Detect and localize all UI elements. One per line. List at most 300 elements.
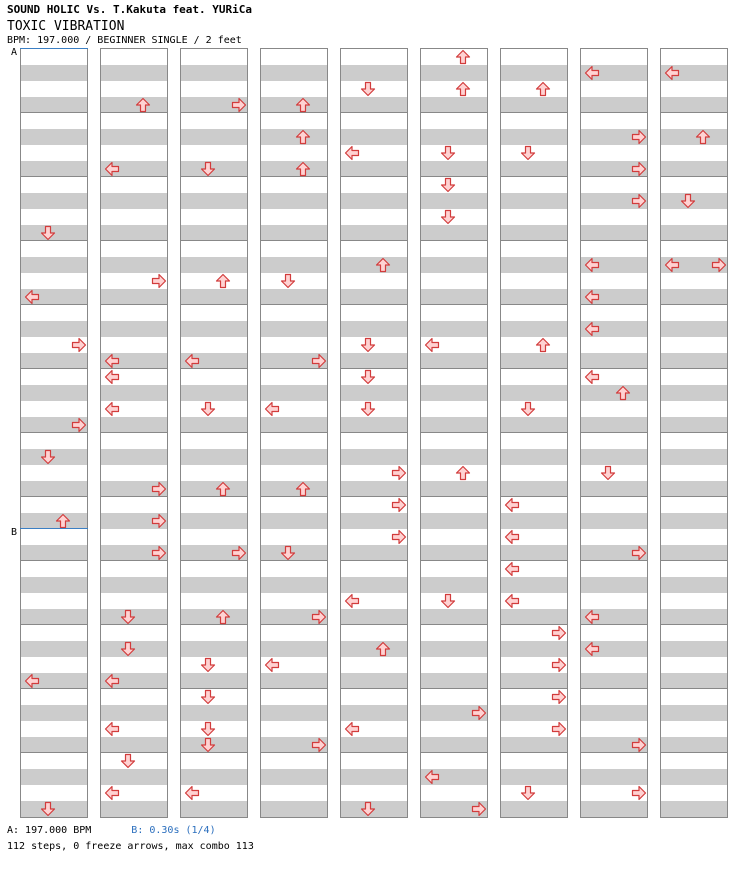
down-arrow-icon [680, 193, 696, 209]
left-arrow-icon [424, 337, 440, 353]
measure-divider [661, 304, 728, 305]
chart-column [420, 48, 488, 818]
row-stripe [101, 385, 168, 401]
row-stripe [261, 321, 328, 337]
row-stripe [181, 705, 248, 721]
measure-divider [661, 560, 728, 561]
left-arrow-icon [344, 145, 360, 161]
row-stripe [421, 129, 488, 145]
up-arrow-icon [215, 481, 231, 497]
row-stripe [21, 577, 88, 593]
measure-divider [261, 688, 328, 689]
row-stripe [501, 609, 568, 625]
row-stripe [261, 417, 328, 433]
row-stripe [341, 769, 408, 785]
up-arrow-icon [295, 97, 311, 113]
row-stripe [581, 801, 648, 817]
down-arrow-icon [200, 401, 216, 417]
row-stripe [261, 449, 328, 465]
row-stripe [661, 609, 728, 625]
row-stripe [181, 225, 248, 241]
row-stripe [341, 65, 408, 81]
row-stripe [501, 545, 568, 561]
up-arrow-icon [215, 273, 231, 289]
row-stripe [661, 577, 728, 593]
row-stripe [101, 417, 168, 433]
row-stripe [421, 225, 488, 241]
chart-column [260, 48, 328, 818]
row-stripe [501, 65, 568, 81]
chart-column [100, 48, 168, 818]
measure-divider [661, 368, 728, 369]
row-stripe [261, 257, 328, 273]
section-marker-line [20, 528, 88, 529]
row-stripe [501, 577, 568, 593]
row-stripe [21, 705, 88, 721]
row-stripe [661, 481, 728, 497]
row-stripe [181, 673, 248, 689]
measure-divider [261, 432, 328, 433]
left-arrow-icon [104, 673, 120, 689]
measure-divider [21, 112, 88, 113]
row-stripe [341, 673, 408, 689]
up-arrow-icon [375, 641, 391, 657]
measure-divider [341, 432, 408, 433]
song-title: TOXIC VIBRATION [7, 19, 125, 34]
row-stripe [501, 737, 568, 753]
row-stripe [421, 545, 488, 561]
row-stripe [21, 161, 88, 177]
right-arrow-icon [551, 689, 567, 705]
left-arrow-icon [104, 369, 120, 385]
row-stripe [661, 737, 728, 753]
down-arrow-icon [360, 401, 376, 417]
measure-divider [101, 304, 168, 305]
down-arrow-icon [120, 641, 136, 657]
measure-divider [21, 496, 88, 497]
down-arrow-icon [440, 145, 456, 161]
right-arrow-icon [391, 497, 407, 513]
row-stripe [181, 641, 248, 657]
row-stripe [21, 385, 88, 401]
measure-divider [181, 432, 248, 433]
right-arrow-icon [631, 737, 647, 753]
row-stripe [181, 321, 248, 337]
up-arrow-icon [55, 513, 71, 529]
left-arrow-icon [584, 65, 600, 81]
right-arrow-icon [311, 737, 327, 753]
row-stripe [101, 801, 168, 817]
row-stripe [661, 289, 728, 305]
right-arrow-icon [551, 721, 567, 737]
left-arrow-icon [664, 257, 680, 273]
left-arrow-icon [584, 369, 600, 385]
measure-divider [581, 496, 648, 497]
row-stripe [421, 609, 488, 625]
row-stripe [501, 193, 568, 209]
measure-divider [421, 304, 488, 305]
left-arrow-icon [584, 609, 600, 625]
measure-divider [501, 240, 568, 241]
up-arrow-icon [215, 609, 231, 625]
down-arrow-icon [40, 449, 56, 465]
up-arrow-icon [695, 129, 711, 145]
step-stats: 112 steps, 0 freeze arrows, max combo 113 [7, 841, 254, 852]
measure-divider [421, 112, 488, 113]
row-stripe [341, 129, 408, 145]
right-arrow-icon [551, 625, 567, 641]
row-stripe [501, 385, 568, 401]
measure-divider [501, 112, 568, 113]
row-stripe [21, 769, 88, 785]
row-stripe [581, 97, 648, 113]
row-stripe [261, 577, 328, 593]
left-arrow-icon [504, 561, 520, 577]
down-arrow-icon [520, 401, 536, 417]
chart-column [180, 48, 248, 818]
row-stripe [341, 545, 408, 561]
row-stripe [661, 161, 728, 177]
up-arrow-icon [295, 129, 311, 145]
measure-divider [21, 368, 88, 369]
row-stripe [21, 609, 88, 625]
right-arrow-icon [231, 545, 247, 561]
measure-divider [21, 624, 88, 625]
measure-divider [421, 560, 488, 561]
row-stripe [421, 577, 488, 593]
row-stripe [661, 353, 728, 369]
row-stripe [501, 161, 568, 177]
measure-divider [421, 368, 488, 369]
measure-divider [581, 112, 648, 113]
row-stripe [181, 769, 248, 785]
row-stripe [101, 129, 168, 145]
row-stripe [341, 161, 408, 177]
row-stripe [501, 769, 568, 785]
row-stripe [101, 769, 168, 785]
row-stripe [581, 225, 648, 241]
row-stripe [181, 129, 248, 145]
row-stripe [261, 705, 328, 721]
measure-divider [501, 752, 568, 753]
measure-divider [21, 176, 88, 177]
row-stripe [661, 321, 728, 337]
row-stripe [21, 481, 88, 497]
row-stripe [661, 545, 728, 561]
right-arrow-icon [151, 273, 167, 289]
row-stripe [661, 673, 728, 689]
measure-divider [181, 304, 248, 305]
measure-divider [661, 240, 728, 241]
measure-divider [501, 176, 568, 177]
measure-divider [341, 624, 408, 625]
down-arrow-icon [360, 369, 376, 385]
row-stripe [421, 257, 488, 273]
right-arrow-icon [551, 657, 567, 673]
row-stripe [661, 385, 728, 401]
measure-divider [261, 240, 328, 241]
right-arrow-icon [231, 97, 247, 113]
measure-divider [421, 752, 488, 753]
down-arrow-icon [440, 209, 456, 225]
down-arrow-icon [120, 609, 136, 625]
footer-bpm-line [7, 825, 216, 836]
left-arrow-icon [104, 785, 120, 801]
left-arrow-icon [584, 257, 600, 273]
down-arrow-icon [280, 273, 296, 289]
row-stripe [181, 449, 248, 465]
row-stripe [661, 705, 728, 721]
down-arrow-icon [40, 225, 56, 241]
up-arrow-icon [135, 817, 151, 818]
measure-divider [341, 752, 408, 753]
down-arrow-icon [40, 801, 56, 817]
left-arrow-icon [504, 593, 520, 609]
row-stripe [181, 417, 248, 433]
left-arrow-icon [264, 401, 280, 417]
row-stripe [181, 289, 248, 305]
row-stripe [261, 513, 328, 529]
row-stripe [261, 193, 328, 209]
measure-divider [101, 240, 168, 241]
row-stripe [101, 225, 168, 241]
chart-column [20, 48, 88, 818]
row-stripe [661, 801, 728, 817]
measure-divider [661, 112, 728, 113]
row-stripe [421, 641, 488, 657]
measure-divider [581, 240, 648, 241]
row-stripe [421, 161, 488, 177]
row-stripe [581, 769, 648, 785]
down-arrow-icon [120, 753, 136, 769]
row-stripe [101, 193, 168, 209]
row-stripe [101, 65, 168, 81]
right-arrow-icon [311, 353, 327, 369]
up-arrow-icon [135, 97, 151, 113]
measure-divider [661, 688, 728, 689]
left-arrow-icon [344, 721, 360, 737]
down-arrow-icon [600, 465, 616, 481]
row-stripe [421, 449, 488, 465]
left-arrow-icon [584, 289, 600, 305]
row-stripe [661, 417, 728, 433]
row-stripe [421, 417, 488, 433]
left-arrow-icon [24, 673, 40, 689]
right-arrow-icon [471, 801, 487, 817]
right-arrow-icon [631, 545, 647, 561]
row-stripe [21, 129, 88, 145]
measure-divider [421, 496, 488, 497]
row-stripe [261, 673, 328, 689]
left-arrow-icon [504, 497, 520, 513]
up-arrow-icon [535, 81, 551, 97]
row-stripe [341, 97, 408, 113]
measure-divider [661, 624, 728, 625]
row-stripe [421, 97, 488, 113]
b-section-label: B: 0.30s (1/4) [131, 825, 216, 836]
row-stripe [501, 673, 568, 689]
right-arrow-icon [631, 161, 647, 177]
row-stripe [421, 673, 488, 689]
row-stripe [21, 97, 88, 113]
row-stripe [101, 449, 168, 465]
left-arrow-icon [184, 785, 200, 801]
row-stripe [421, 289, 488, 305]
down-arrow-icon [520, 785, 536, 801]
section-marker-label: B [11, 527, 18, 538]
row-stripe [501, 641, 568, 657]
row-stripe [101, 705, 168, 721]
right-arrow-icon [631, 129, 647, 145]
right-arrow-icon [631, 193, 647, 209]
left-arrow-icon [184, 353, 200, 369]
measure-divider [101, 432, 168, 433]
measure-divider [421, 240, 488, 241]
bpm-label: A: 197.000 BPM [7, 825, 92, 836]
row-stripe [341, 609, 408, 625]
section-marker-line [20, 48, 88, 49]
row-stripe [501, 257, 568, 273]
row-stripe [341, 577, 408, 593]
left-arrow-icon [584, 641, 600, 657]
measure-divider [341, 560, 408, 561]
row-stripe [501, 97, 568, 113]
left-arrow-icon [104, 161, 120, 177]
row-stripe [101, 321, 168, 337]
row-stripe [341, 225, 408, 241]
row-stripe [661, 641, 728, 657]
up-arrow-icon [455, 81, 471, 97]
down-arrow-icon [200, 737, 216, 753]
measure-divider [661, 496, 728, 497]
row-stripe [341, 385, 408, 401]
row-stripe [21, 737, 88, 753]
row-stripe [421, 513, 488, 529]
right-arrow-icon [631, 785, 647, 801]
row-stripe [661, 449, 728, 465]
row-stripe [21, 353, 88, 369]
measure-divider [341, 176, 408, 177]
left-arrow-icon [104, 353, 120, 369]
row-stripe [581, 705, 648, 721]
row-stripe [421, 65, 488, 81]
right-arrow-icon [151, 513, 167, 529]
left-arrow-icon [424, 769, 440, 785]
row-stripe [581, 481, 648, 497]
measure-divider [341, 112, 408, 113]
left-arrow-icon [104, 401, 120, 417]
measure-divider [21, 560, 88, 561]
row-stripe [581, 353, 648, 369]
row-stripe [261, 801, 328, 817]
up-arrow-icon [375, 257, 391, 273]
row-stripe [581, 417, 648, 433]
row-stripe [421, 385, 488, 401]
measure-divider [421, 432, 488, 433]
measure-divider [661, 752, 728, 753]
down-arrow-icon [200, 689, 216, 705]
row-stripe [341, 353, 408, 369]
row-stripe [181, 513, 248, 529]
row-stripe [421, 737, 488, 753]
row-stripe [501, 705, 568, 721]
row-stripe [421, 353, 488, 369]
row-stripe [341, 193, 408, 209]
measure-divider [421, 624, 488, 625]
left-arrow-icon [24, 289, 40, 305]
measure-divider [181, 240, 248, 241]
row-stripe [421, 481, 488, 497]
left-arrow-icon [344, 593, 360, 609]
up-arrow-icon [535, 337, 551, 353]
measure-divider [581, 688, 648, 689]
down-arrow-icon [360, 81, 376, 97]
row-stripe [421, 321, 488, 337]
right-arrow-icon [151, 545, 167, 561]
row-stripe [261, 225, 328, 241]
row-stripe [261, 65, 328, 81]
down-arrow-icon [360, 337, 376, 353]
right-arrow-icon [71, 417, 87, 433]
row-stripe [181, 577, 248, 593]
left-arrow-icon [104, 721, 120, 737]
measure-divider [501, 368, 568, 369]
row-stripe [181, 257, 248, 273]
down-arrow-icon [200, 161, 216, 177]
right-arrow-icon [391, 465, 407, 481]
row-stripe [581, 449, 648, 465]
row-stripe [341, 449, 408, 465]
row-stripe [501, 289, 568, 305]
row-stripe [101, 289, 168, 305]
row-stripe [341, 417, 408, 433]
row-stripe [501, 449, 568, 465]
row-stripe [581, 513, 648, 529]
chart-column [660, 48, 728, 818]
chart-info: BPM: 197.000 / BEGINNER SINGLE / 2 feet [7, 35, 242, 46]
right-arrow-icon [311, 609, 327, 625]
row-stripe [501, 353, 568, 369]
measure-divider [581, 432, 648, 433]
row-stripe [21, 257, 88, 273]
row-stripe [341, 289, 408, 305]
row-stripe [661, 769, 728, 785]
row-stripe [21, 641, 88, 657]
row-stripe [581, 673, 648, 689]
row-stripe [181, 801, 248, 817]
right-arrow-icon [151, 481, 167, 497]
row-stripe [501, 225, 568, 241]
row-stripe [181, 385, 248, 401]
chart-column [340, 48, 408, 818]
section-marker-label: A [11, 47, 18, 58]
up-arrow-icon [455, 465, 471, 481]
measure-divider [421, 688, 488, 689]
down-arrow-icon [520, 145, 536, 161]
row-stripe [501, 513, 568, 529]
right-arrow-icon [711, 257, 727, 273]
row-stripe [21, 545, 88, 561]
left-arrow-icon [584, 321, 600, 337]
measure-divider [341, 688, 408, 689]
down-arrow-icon [440, 177, 456, 193]
down-arrow-icon [440, 593, 456, 609]
chart-column [580, 48, 648, 818]
measure-divider [661, 176, 728, 177]
row-stripe [261, 289, 328, 305]
right-arrow-icon [71, 337, 87, 353]
measure-divider [261, 304, 328, 305]
